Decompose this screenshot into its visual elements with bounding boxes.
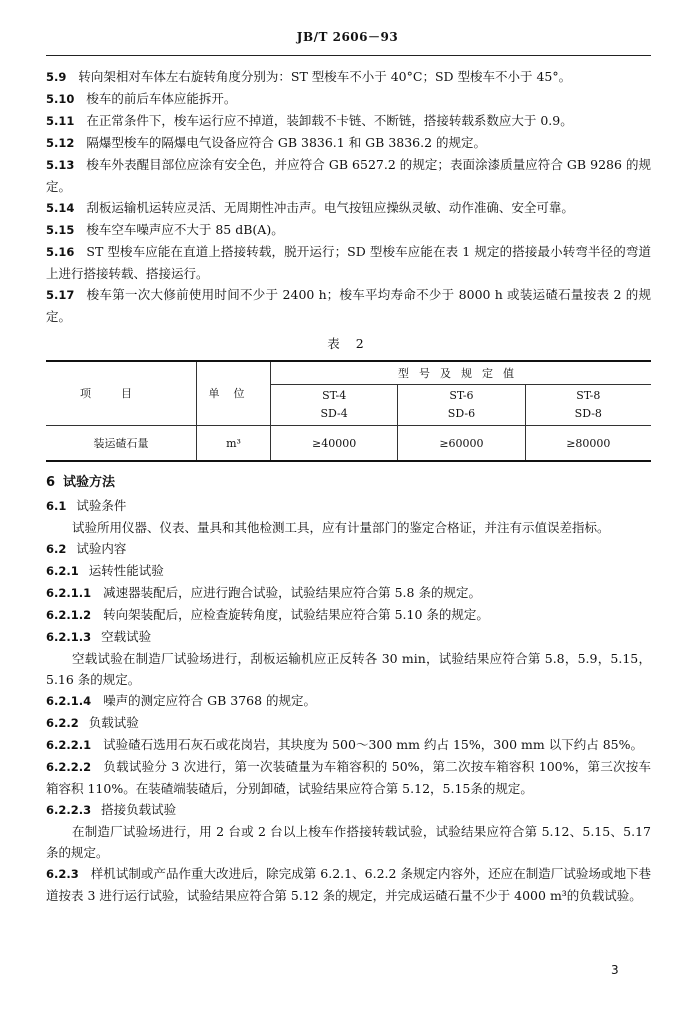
clause-5-13: [46, 154, 651, 197]
table-cell-value: ≥80000: [525, 426, 651, 462]
clause-number: 5.16: [46, 245, 75, 259]
table-model-cell: ST-8 SD-8: [525, 385, 651, 426]
clause-5-9: [46, 66, 651, 88]
clause-text: 梭车外表醒目部位应涂有安全色，并应符合 GB 6527.2 的规定；表面涂漆质量应符合 GB 9286 的规定。: [46, 157, 651, 194]
clause-number: 5.14: [46, 201, 75, 215]
clause-text: 梭车空车噪声应不大于 85 dB(A)。: [86, 222, 284, 237]
table-header-item: 项目: [46, 361, 197, 426]
table-caption: 表 2: [327, 336, 370, 351]
clause-number: 5.11: [46, 114, 75, 128]
table-model-cell: ST-6 SD-6: [398, 385, 525, 426]
table-header-unit: 单位: [197, 361, 271, 426]
clause-5-15: [46, 219, 651, 241]
clause-text: 转向架相对车体左右旋转角度分别为：ST 型梭车不小于 40°C；SD 型梭车不小于 45°。: [78, 69, 572, 84]
clause-5-17: [46, 284, 651, 327]
clause-6-2-2-2: 6.2.2.2 负载试验分 3 次进行，第一次装碴量为车箱容积的 50%，第二次按车箱容积 100%，第三次按车箱容积 110%。在装碴端装碴后，分别卸碴，试验结果应符合第 5.12，5.15条的规定。: [46, 759, 651, 796]
clause-number: 5.15: [46, 223, 75, 237]
paragraph-6-1-body: 试验所用仪器、仪表、量具和其他检测工具，应有计量部门的鉴定合格证，并注有示值误差指标。: [72, 520, 610, 535]
table-cell-item: 装运碴石量: [46, 426, 197, 462]
document-body: [46, 66, 651, 906]
table-row: [46, 426, 651, 462]
clause-text: 在正常条件下，梭车运行应不掉道，装卸载不卡链、不断链，搭接转载系数应大于 0.9。: [86, 113, 573, 128]
clause-5-11: [46, 110, 651, 132]
clause-6-2-2-1: 6.2.2.1 试验碴石选用石灰石或花岗岩，其块度为 500～300 mm 约占 15%，300 mm 以下约占 85%。: [46, 737, 643, 752]
clause-6-2-3: 6.2.3 样机试制或产品作重大改进后，除完成第 6.2.1、6.2.2 条规定内容外，还应在制造厂试验场或地下巷道按表 3 进行运行试验，试验结果应符合第 5.12 条的规定，并完成运碴石量不少于 4000 m³的负载试验。: [46, 866, 651, 903]
clause-text: 梭车的前后车体应能拆开。: [86, 91, 237, 106]
heading-6-2: 6.2 试验内容: [46, 541, 127, 556]
table-cell-value: ≥60000: [398, 426, 525, 462]
section-6-title: 6 试验方法: [46, 475, 116, 490]
page-number: 3: [611, 963, 619, 977]
clause-6-2-1-1: 6.2.1.1 减速器装配后，应进行跑合试验，试验结果应符合第 5.8 条的规定。: [46, 585, 481, 600]
table-model-cell: ST-4 SD-4: [271, 385, 398, 426]
clause-5-14: [46, 197, 651, 219]
clause-number: 5.10: [46, 92, 75, 106]
clause-number: 5.12: [46, 136, 75, 150]
spec-table: [46, 360, 651, 462]
clause-text: 刮板运输机运转应灵活、无周期性冲击声。电气按钮应操纵灵敏、动作准确、安全可靠。: [86, 200, 574, 215]
clause-5-10: [46, 88, 651, 110]
heading-6-1: 6.1 试验条件: [46, 498, 127, 513]
clause-6-2-1-2: 6.2.1.2 转向架装配后，应检查旋转角度，试验结果应符合第 5.10 条的规定。: [46, 607, 489, 622]
clause-text: ST 型梭车应能在直道上搭接转载，脱开运行；SD 型梭车应能在表 1 规定的搭接最小转弯半径的弯道上进行搭接转载、搭接运行。: [46, 244, 651, 281]
clause-5-12: [46, 132, 651, 154]
table-cell-unit: m³: [197, 426, 271, 462]
heading-6-2-2: 6.2.2 负载试验: [46, 715, 139, 730]
header-rule: [46, 55, 651, 56]
clause-text: 梭车第一次大修前使用时间不少于 2400 h；梭车平均寿命不少于 8000 h 或装运碴石量按表 2 的规定。: [46, 287, 651, 324]
paragraph-6-2-2-3-body: 在制造厂试验场进行，用 2 台或 2 台以上梭车作搭接转载试验，试验结果应符合第 5.12、5.15、5.17 条的规定。: [46, 824, 651, 860]
clause-text: 隔爆型梭车的隔爆电气设备应符合 GB 3836.1 和 GB 3836.2 的规定。: [86, 135, 487, 150]
page-header: JB/T 2606－93: [296, 30, 399, 44]
table-group-header: 型号及规定值: [271, 361, 652, 385]
clause-number: 5.17: [46, 288, 75, 302]
clause-number: 5.13: [46, 158, 75, 172]
heading-6-2-1-3: 6.2.1.3 空载试验: [46, 629, 152, 644]
table-cell-value: ≥40000: [271, 426, 398, 462]
heading-6-2-1: 6.2.1 运转性能试验: [46, 563, 164, 578]
clause-5-16: [46, 241, 651, 284]
paragraph-6-2-1-3-body: 空载试验在制造厂试验场进行，刮板运输机应正反转各 30 min，试验结果应符合第 5.8，5.9，5.15，5.16 条的规定。: [46, 651, 651, 687]
heading-6-2-2-3: 6.2.2.3 搭接负载试验: [46, 802, 177, 817]
clause-6-2-1-4: 6.2.1.4 噪声的测定应符合 GB 3768 的规定。: [46, 693, 317, 708]
clause-number: 5.9: [46, 70, 67, 84]
